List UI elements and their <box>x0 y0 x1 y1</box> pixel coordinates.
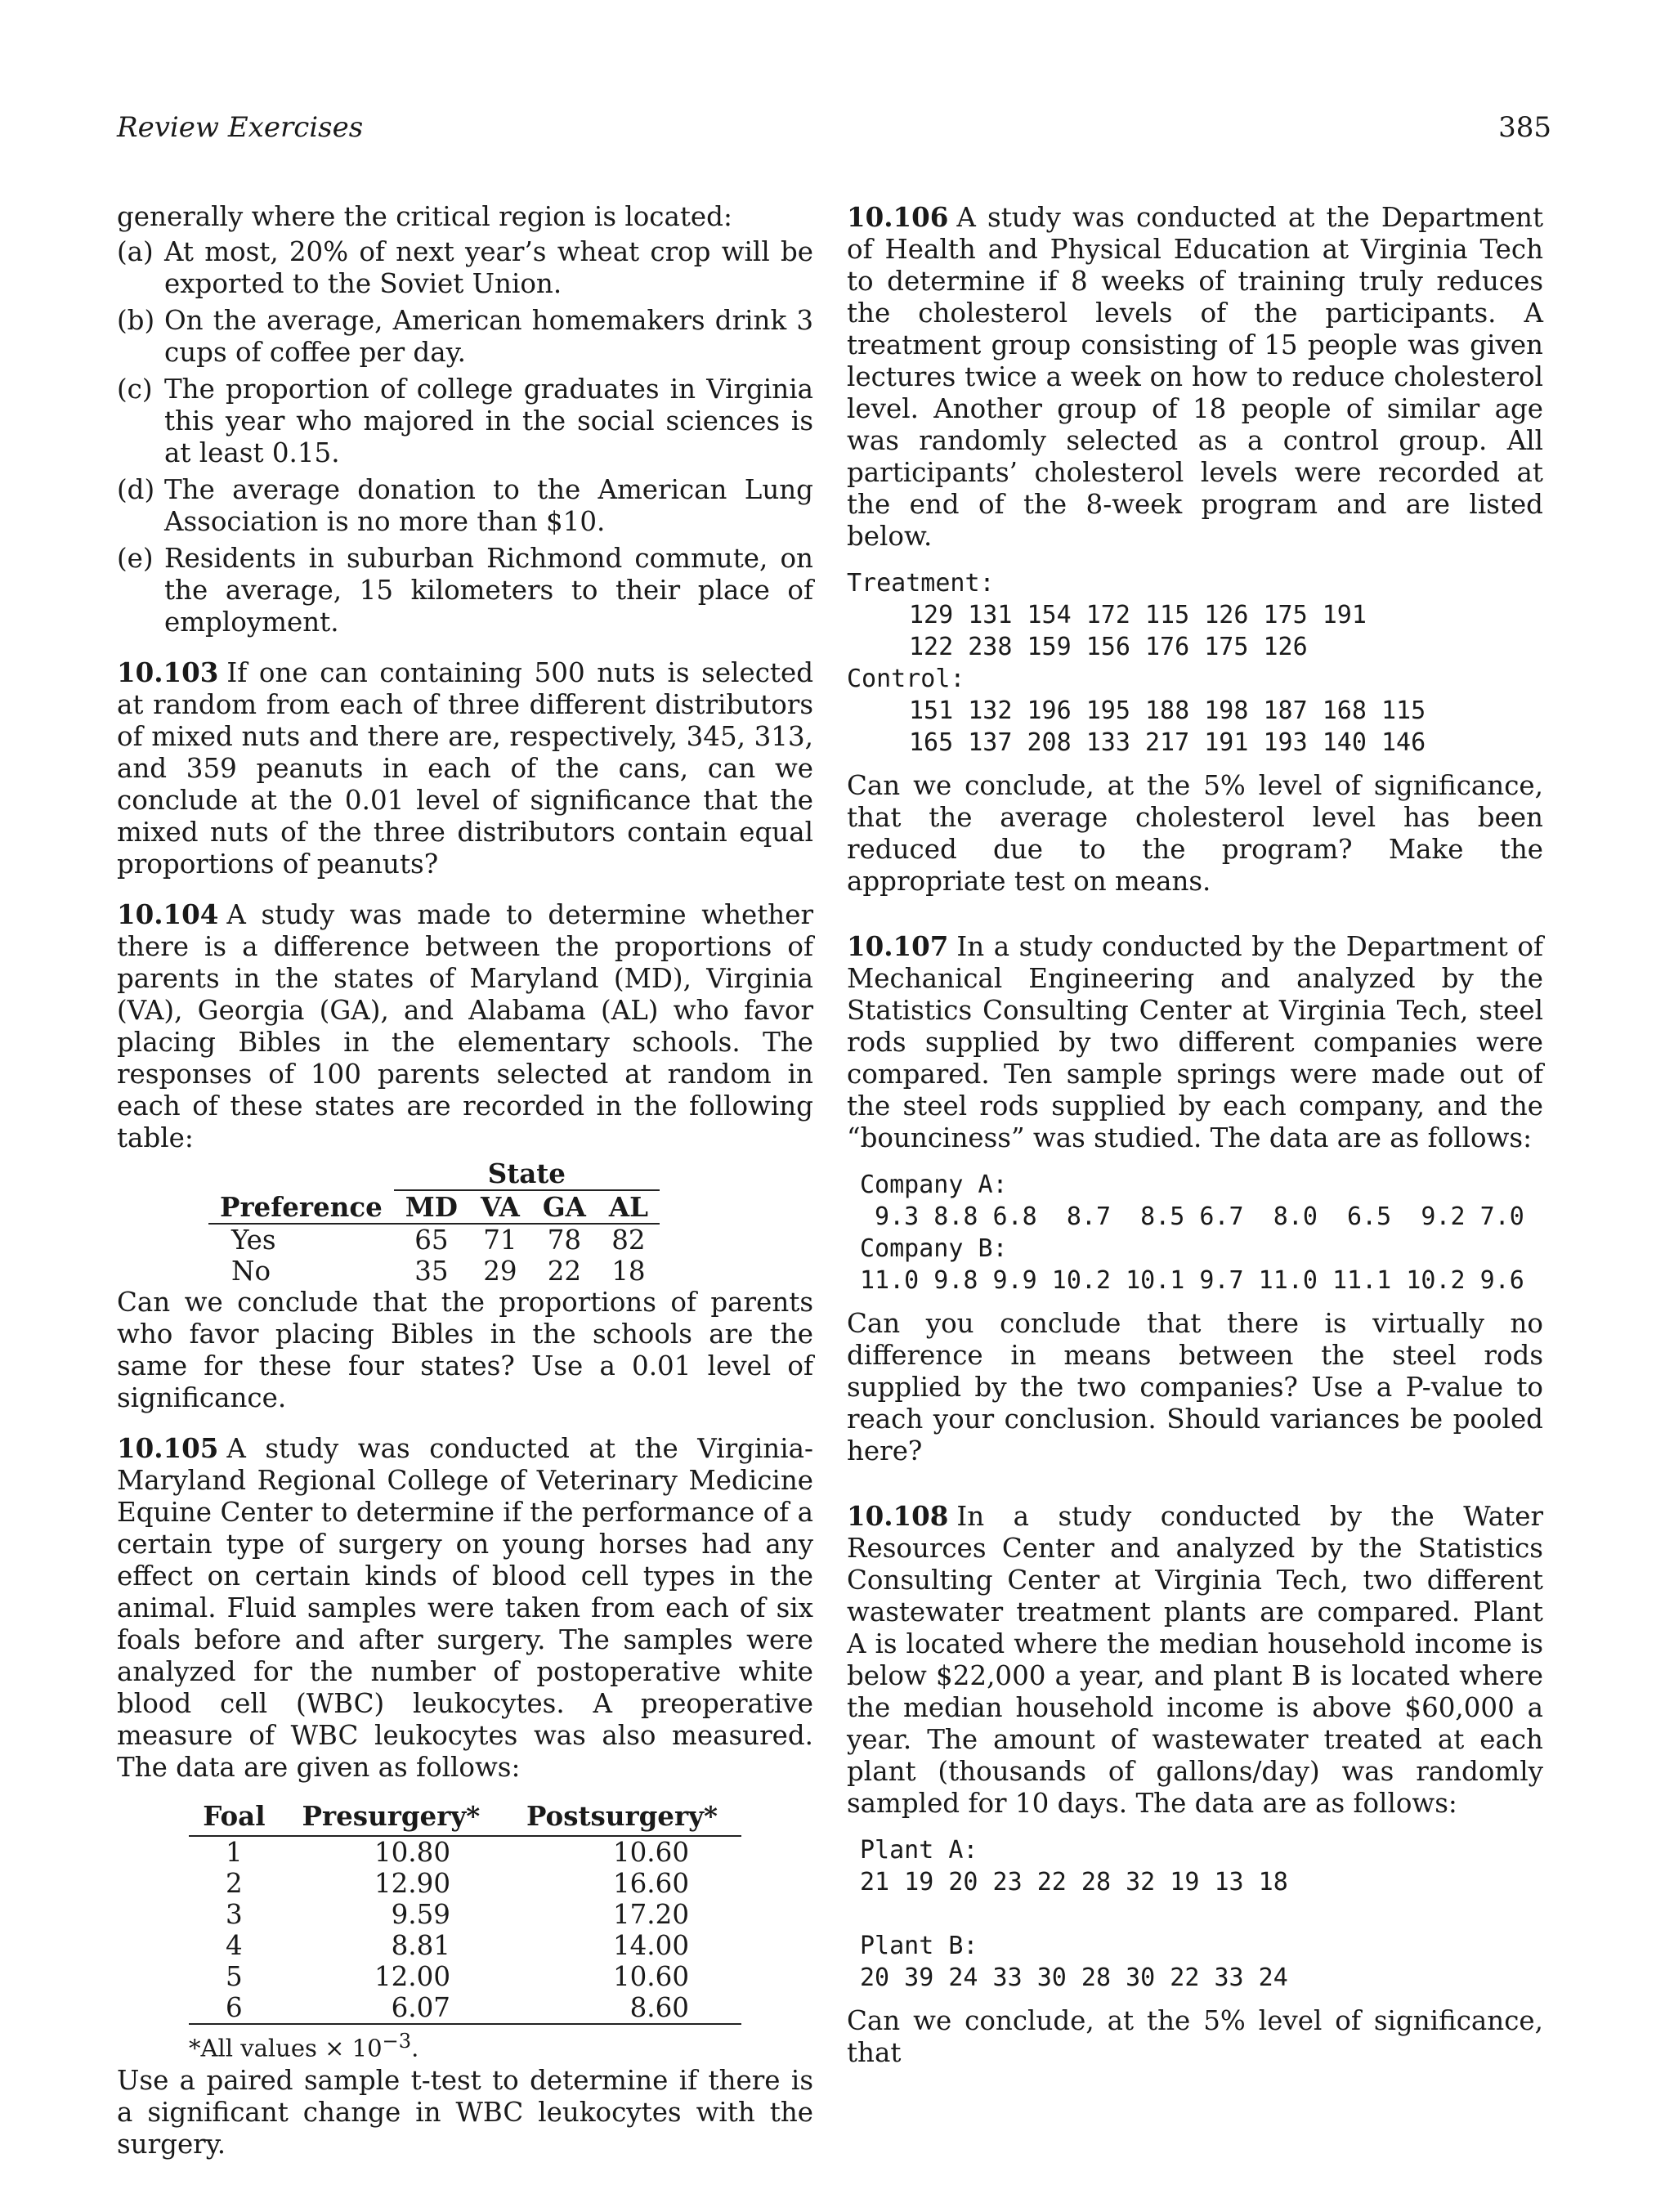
column-header: GA <box>531 1190 598 1224</box>
exercise-number: 10.103 <box>117 656 219 688</box>
intro-text: generally where the critical region is located: <box>117 201 732 232</box>
table-cell: 10.80 <box>374 1837 450 1868</box>
data-values: 122 238 159 156 176 175 126 <box>909 633 1308 661</box>
column-header: VA <box>469 1190 531 1224</box>
data-label: Control: <box>847 665 965 693</box>
exercise-question: Can you conclude that there is virtually no difference in means between the steel rods supplied by the two companies? Use a P-value to reach your conclusion. Should variances be pooled here? <box>847 1308 1543 1466</box>
footnote-exponent: −3 <box>382 2030 412 2053</box>
exercise-number: 10.104 <box>117 898 219 930</box>
footnote-text: *All values × 10 <box>189 2034 383 2062</box>
exercise-number: 10.106 <box>847 201 949 233</box>
table-row <box>189 1868 741 1899</box>
data-values: 21 19 20 23 22 28 32 19 13 18 <box>860 1868 1288 1896</box>
table-cell: 35 <box>414 1256 449 1287</box>
data-values: 151 132 196 195 188 198 187 168 115 <box>909 696 1426 725</box>
exercise-number: 10.105 <box>117 1432 219 1464</box>
list-item <box>117 474 813 538</box>
exercise-10-103 <box>117 656 813 880</box>
blank-line <box>860 1898 1543 1930</box>
table-row <box>189 1992 741 2024</box>
state-header: State <box>394 1157 660 1190</box>
page-header <box>117 111 1551 152</box>
item-label: (d) <box>117 474 155 505</box>
table-row <box>189 1961 741 1992</box>
table-cell: 6.07 <box>280 1992 503 2024</box>
item-label: (b) <box>117 305 155 336</box>
column-header: Postsurgery* <box>503 1797 741 1836</box>
table-cell: 8.81 <box>391 1930 450 1961</box>
table-footnote <box>189 2025 813 2065</box>
exercise-text: In a study conducted by the Department of Mechanical Engineering and analyzed by the Statistics Consulting Center at Virginia Tech, steel rods supplied by two different companies were compared. Ten sample springs were made out of the steel rods supplied by each company, and the “bounciness” was studied. The data are as follows: <box>847 931 1543 1153</box>
table-row <box>189 1899 741 1930</box>
data-values: 129 131 154 172 115 126 175 191 <box>909 601 1367 629</box>
table-cell: 29 <box>483 1256 517 1287</box>
data-label: Plant B: <box>860 1932 978 1960</box>
table-cell: 2 <box>226 1868 243 1899</box>
table-cell: 12.00 <box>374 1961 450 1992</box>
exercise-text: A study was made to determine whether there is a difference between the proportions of parents in the states of Maryland (MD), Virginia (VA), Georgia (GA), and Alabama (AL) who favor placing Bibles in the elementary schools. The responses of 100 parents selected at random in each of these states are recorded in the following table: <box>117 899 813 1153</box>
wastewater-data <box>847 1834 1543 1994</box>
exercise-question: Can we conclude, at the 5% level of significance, that <box>847 2005 1543 2068</box>
table-cell: 5 <box>226 1961 243 1992</box>
data-values: 9.3 8.8 6.8 8.7 8.5 6.7 8.0 6.5 9.2 7.0 <box>860 1202 1524 1231</box>
preference-header: Preference <box>208 1190 394 1224</box>
table-cell: 6 <box>189 1992 280 2024</box>
list-item <box>117 543 813 638</box>
table-row <box>208 1224 660 1256</box>
footnote-end: . <box>411 2034 419 2062</box>
exercise-text: A study was conducted at the Virginia-Maryland Regional College of Veterinary Medicine Equine Center to determine if the performance of a certain type of surgery on young horses had any effect on certain kinds of blood cell types in the animal. Fluid samples were taken from each of six foals before and after surgery. The samples were analyzed for the number of postoperative white blood cell (WBC) leukocytes. A preoperative measure of WBC leukocytes was also measured. The data are given as follows: <box>117 1433 813 1783</box>
data-label: Treatment: <box>847 569 995 598</box>
list-item <box>117 236 813 300</box>
exercise-10-107 <box>847 930 1543 1154</box>
exercise-text: A study was conducted at the Department of Health and Physical Education at Virginia Tech to determine if 8 weeks of training truly reduces the cholesterol levels of the participants. A treatment group consisting of 15 people was given lectures twice a week on how to reduce cholesterol level. Another group of 18 people of similar age was randomly selected as a control group. All participants’ cholesterol levels were recorded at the end of the 8-week program and are listed below. <box>847 202 1543 552</box>
exercise-number: 10.108 <box>847 1500 949 1532</box>
list-item <box>117 305 813 369</box>
table-cell: 22 <box>547 1256 582 1287</box>
data-label: Company B: <box>860 1234 1008 1263</box>
preference-table <box>208 1157 660 1287</box>
data-values: 11.0 9.8 9.9 10.2 10.1 9.7 11.0 11.1 10.2 9.6 <box>860 1266 1524 1295</box>
hypothesis-list <box>117 236 813 638</box>
table-cell: 12.90 <box>374 1868 450 1899</box>
table-cell: 10.60 <box>612 1837 689 1868</box>
exercise-10-104 <box>117 898 813 1154</box>
item-label: (a) <box>117 236 154 267</box>
table-cell: 1 <box>226 1837 243 1868</box>
exercise-10-108 <box>847 1500 1543 1820</box>
table-row <box>189 1930 741 1961</box>
exercise-text: In a study conducted by the Water Resources Center and analyzed by the Statistics Consulting Center at Virginia Tech, two different wastewater treatment plants are compared. Plant A is located where the median household income is below $22,000 a year, and plant B is located where the median household income is above $60,000 a year. The amount of wastewater treated at each plant (thousands of gallons/day) was randomly sampled for 10 days. The data are as follows: <box>847 1501 1543 1819</box>
column-header: MD <box>394 1190 469 1224</box>
item-text: The average donation to the American Lung Association is no more than $10. <box>164 474 813 537</box>
data-label: Plant A: <box>860 1836 978 1865</box>
column-header: Presurgery* <box>280 1797 503 1836</box>
exercise-question: Use a paired sample t-test to determine if there is a significant change in WBC leukocytes with the surgery. <box>117 2064 813 2160</box>
cholesterol-data <box>847 567 1543 759</box>
column-header: Foal <box>189 1797 280 1836</box>
item-text: At most, 20% of next year’s wheat crop will be exported to the Soviet Union. <box>164 236 813 299</box>
exercise-question: Can we conclude, at the 5% level of significance, that the average cholesterol level has been reduced due to the program? Make the appropriate test on means. <box>847 770 1543 897</box>
table-row <box>189 1836 741 1868</box>
list-item <box>117 374 813 469</box>
data-values: 165 137 208 133 217 191 193 140 146 <box>909 728 1426 757</box>
bounciness-data <box>847 1169 1543 1296</box>
foal-table <box>189 1797 741 2025</box>
item-label: (c) <box>117 374 153 405</box>
table-cell: 71 <box>483 1225 517 1256</box>
exercise-text: If one can containing 500 nuts is selected at random from each of three different distributors of mixed nuts and there are, respectively, 345, 313, and 359 peanuts in each of the cans, can we conclude at the 0.01 level of significance that the mixed nuts of the three distributors contain equal proportions of peanuts? <box>117 657 813 880</box>
item-text: The proportion of college graduates in Virginia this year who majored in the social sciences is at least 0.15. <box>164 374 813 468</box>
exercise-10-105 <box>117 1432 813 1784</box>
item-text: On the average, American homemakers drink 3 cups of coffee per day. <box>164 305 813 368</box>
item-text: Residents in suburban Richmond commute, on the average, 15 kilometers to their place of employment. <box>164 543 813 638</box>
table-cell: 10.60 <box>612 1961 689 1992</box>
row-label: Yes <box>231 1225 276 1256</box>
data-values: 20 39 24 33 30 28 30 22 33 24 <box>860 1963 1288 1992</box>
exercise-10-106 <box>847 201 1543 553</box>
exercise-question: Can we conclude that the proportions of parents who favor placing Bibles in the schools are the same for these four states? Use a 0.01 level of significance. <box>117 1287 813 1413</box>
row-label: No <box>231 1256 271 1287</box>
table-cell: 3 <box>226 1899 243 1930</box>
table-cell: 78 <box>547 1225 582 1256</box>
exercise-number: 10.107 <box>847 930 949 962</box>
table-cell: 4 <box>226 1930 243 1961</box>
table-cell: 18 <box>611 1256 646 1287</box>
table-cell: 65 <box>414 1225 449 1256</box>
table-row <box>208 1256 660 1287</box>
right-column <box>847 201 1543 2069</box>
table-cell: 14.00 <box>612 1930 689 1961</box>
column-header: AL <box>598 1190 660 1224</box>
running-title: Review Exercises <box>117 111 364 144</box>
left-column <box>117 201 813 2161</box>
page-number: 385 <box>1498 111 1551 144</box>
table-cell: 8.60 <box>503 1992 741 2024</box>
table-cell: 82 <box>611 1225 646 1256</box>
table-cell: 9.59 <box>391 1899 450 1930</box>
table-cell: 16.60 <box>612 1868 689 1899</box>
table-cell: 17.20 <box>612 1899 689 1930</box>
item-label: (e) <box>117 543 154 574</box>
data-label: Company A: <box>860 1171 1008 1199</box>
